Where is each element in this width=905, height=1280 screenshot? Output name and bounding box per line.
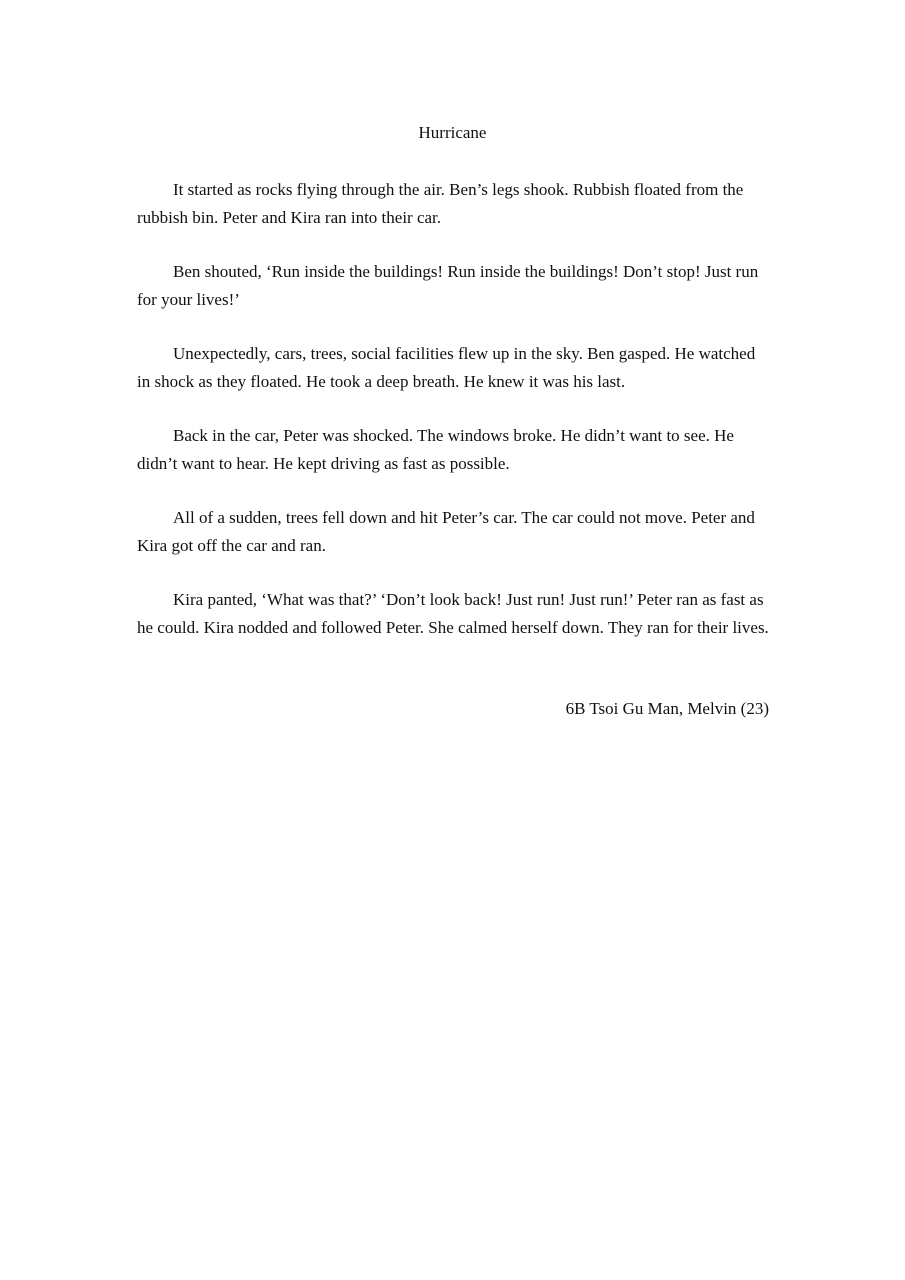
story-paragraph: It started as rocks flying through the air. Ben’s legs shook. Rubbish floated from the rubbish bin. Peter and Kira ran into their car.: [137, 180, 744, 227]
author-credit: 6B Tsoi Gu Man, Melvin (23): [565, 699, 769, 718]
story-paragraph: Ben shouted, ‘Run inside the buildings! Run inside the buildings! Don’t stop! Just run for your lives!’: [137, 262, 759, 309]
story-body: [137, 176, 769, 668]
story-paragraph: Unexpectedly, cars, trees, social facilities flew up in the sky. Ben gasped. He watched in shock as they floated. He took a deep breath. He knew it was his last.: [137, 344, 756, 391]
story-paragraph: Kira panted, ‘What was that?’ ‘Don’t look back! Just run! Just run!’ Peter ran as fast as he could. Kira nodded and followed Peter. She calmed herself down. They ran for their lives.: [137, 590, 769, 637]
story-paragraph: All of a sudden, trees fell down and hit Peter’s car. The car could not move. Peter and Kira got off the car and ran.: [137, 508, 755, 555]
story-title: Hurricane: [418, 123, 487, 142]
story-paragraph: Back in the car, Peter was shocked. The windows broke. He didn’t want to see. He didn’t want to hear. He kept driving as fast as possible.: [137, 426, 734, 473]
